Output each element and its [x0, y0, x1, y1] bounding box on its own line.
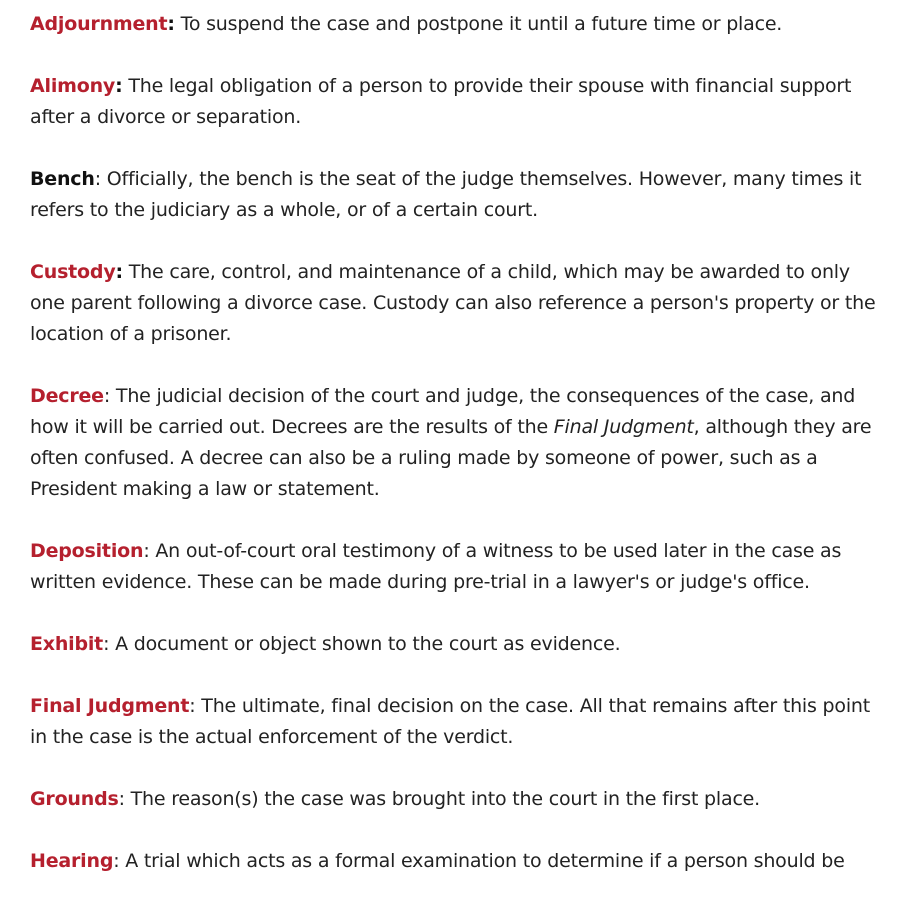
term-colon: :	[189, 695, 196, 717]
term-colon: :	[115, 75, 123, 97]
glossary-definition-emphasis: Final Judgment	[553, 416, 694, 438]
glossary-term: Bench	[30, 168, 95, 190]
glossary-definition: An out-of-court oral testimony of a witness to be used later in the case as written evidence. These can be made during pre-trial in a lawyer's or judge's office.	[30, 540, 842, 593]
glossary-term: Adjournment	[30, 13, 168, 35]
glossary-term: Exhibit	[30, 633, 104, 655]
glossary-entry-final-judgment	[30, 691, 882, 753]
glossary-term: Hearing	[30, 850, 114, 872]
glossary-entry-exhibit	[30, 629, 882, 660]
glossary-entry-decree	[30, 381, 882, 505]
glossary-definition: The legal obligation of a person to provide their spouse with financial support after a divorce or separation.	[30, 75, 852, 128]
glossary-term: Deposition	[30, 540, 144, 562]
glossary-definition: A trial which acts as a formal examination to determine if a person should be	[119, 850, 845, 872]
term-colon: :	[115, 261, 123, 283]
term-colon: :	[113, 850, 120, 872]
glossary-definition: To suspend the case and postpone it until a future time or place.	[174, 13, 783, 35]
glossary-definition: Officially, the bench is the seat of the judge themselves. However, many times it refers to the judiciary as a whole, or of a certain court.	[30, 168, 862, 221]
glossary-entry-hearing	[30, 846, 882, 877]
glossary-definition: A document or object shown to the court as evidence.	[109, 633, 621, 655]
glossary-term: Custody	[30, 261, 116, 283]
term-colon: :	[103, 385, 111, 407]
glossary-term: Decree	[30, 385, 104, 407]
term-colon: :	[143, 540, 150, 562]
glossary-definition: The judicial decision of the court and judge, the consequences of the case, and how it will be carried out. Decrees are the results of the	[30, 385, 856, 438]
glossary-entry-grounds	[30, 784, 882, 815]
term-colon: :	[118, 788, 125, 810]
glossary-definition-continued: , although they are often confused. A decree can also be a ruling made by someone of power, such as a President making a law or statement.	[30, 416, 872, 500]
glossary-entry-deposition	[30, 536, 882, 598]
glossary-definition: The reason(s) the case was brought into the court in the first place.	[124, 788, 761, 810]
glossary-definition: The ultimate, final decision on the case. All that remains after this point in the case is the actual enforcement of the verdict.	[30, 695, 870, 748]
glossary-definition: The care, control, and maintenance of a child, which may be awarded to only one parent following a divorce case. Custody can also reference a person's property or the location of a prisoner.	[30, 261, 876, 345]
glossary-entry-alimony	[30, 71, 882, 133]
glossary-term: Alimony	[30, 75, 116, 97]
glossary-entry-bench	[30, 164, 882, 226]
legal-glossary	[30, 9, 882, 908]
glossary-term: Grounds	[30, 788, 119, 810]
term-colon: :	[94, 168, 101, 190]
glossary-entry-adjournment	[30, 9, 882, 40]
glossary-entry-custody	[30, 257, 882, 350]
term-colon: :	[103, 633, 110, 655]
glossary-term: Final Judgment	[30, 695, 190, 717]
term-colon: :	[167, 13, 175, 35]
